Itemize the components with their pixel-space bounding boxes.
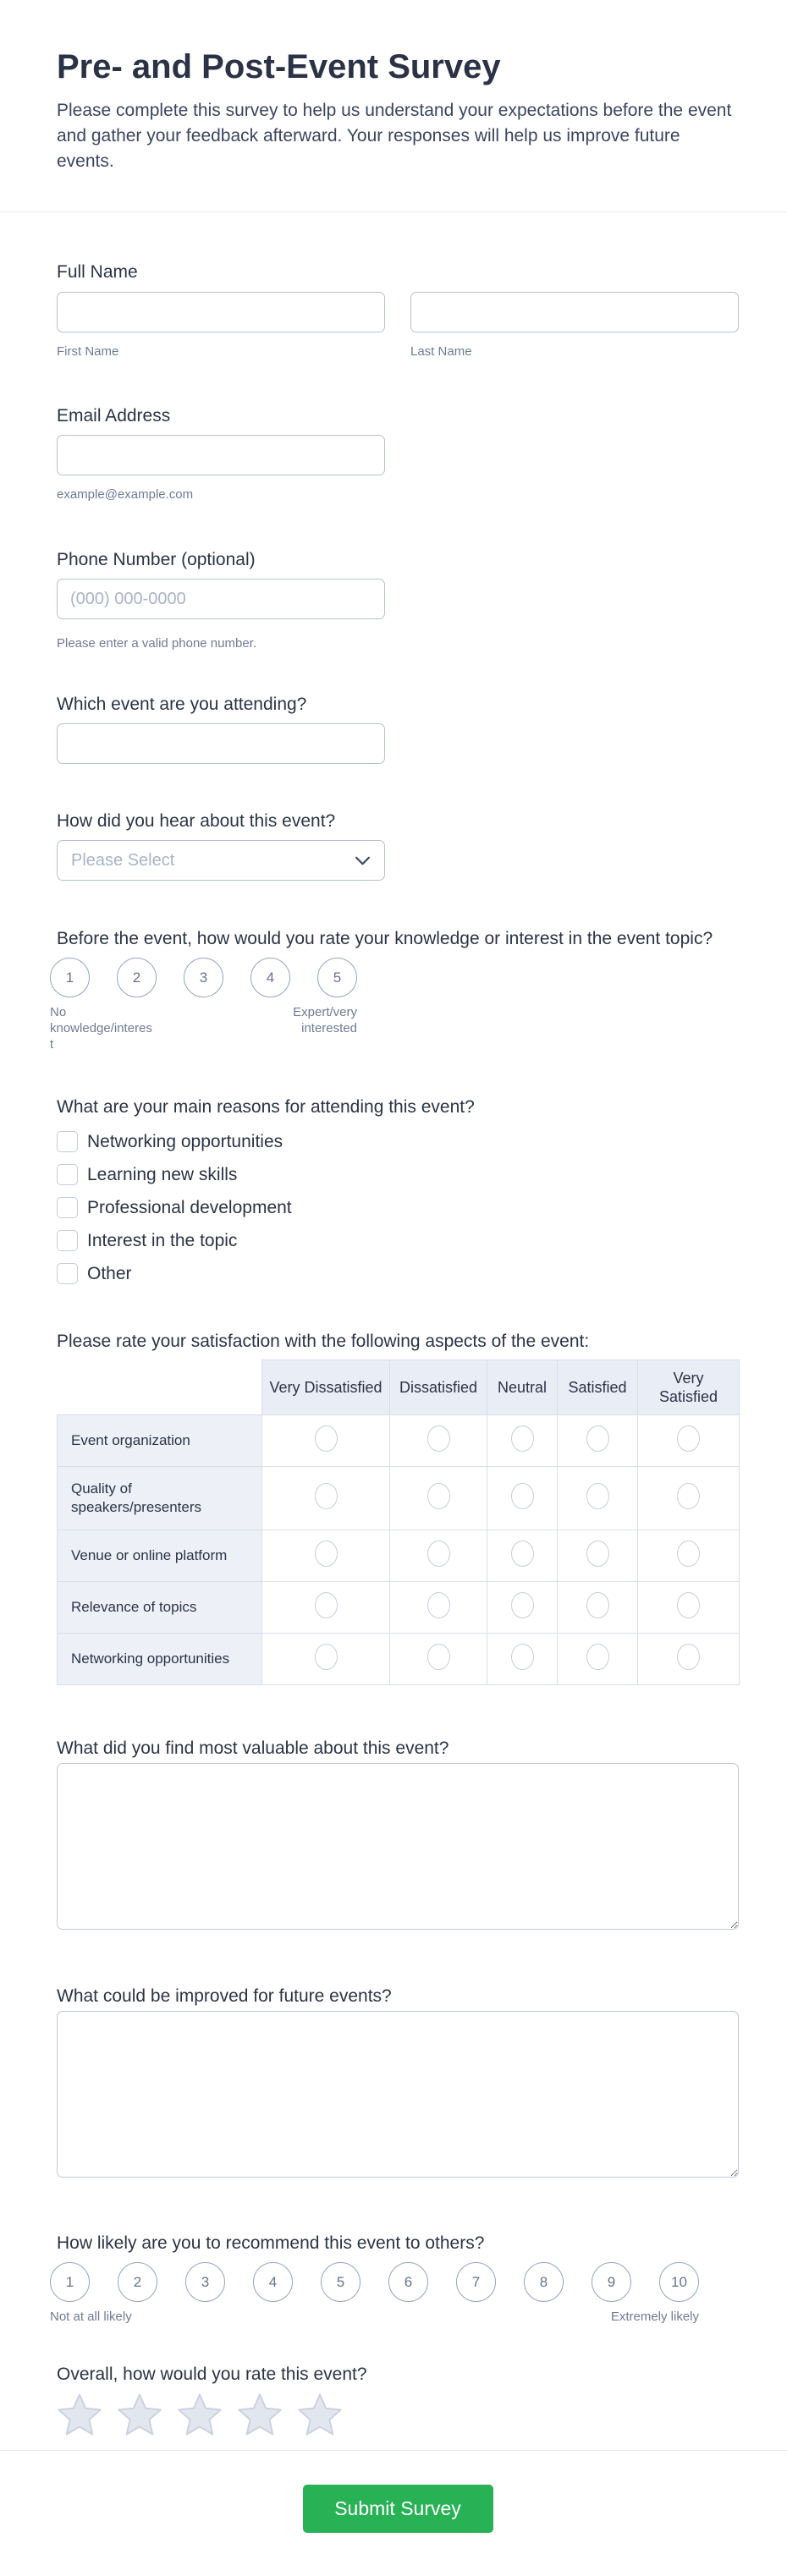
matrix-header-row <box>58 1360 740 1415</box>
matrix-radio[interactable] <box>427 1425 450 1452</box>
recommend-scale-option[interactable]: 5 <box>321 2262 360 2302</box>
recommend-scale-option[interactable]: 7 <box>456 2262 496 2302</box>
matrix-column-header: Dissatisfied <box>390 1360 487 1415</box>
phone-hint: Please enter a valid phone number. <box>57 636 256 651</box>
question-email <box>57 404 739 503</box>
star-rating-button[interactable] <box>297 2393 343 2436</box>
satisfaction-matrix-label: Please rate your satisfaction with the following aspects of the event: <box>57 1332 590 1351</box>
star-icon <box>57 2425 102 2438</box>
star-icon <box>117 2425 162 2438</box>
matrix-row <box>58 1415 740 1467</box>
first-name-input[interactable] <box>57 292 385 332</box>
reasons-label: What are your main reasons for attending this event? <box>57 1097 475 1117</box>
matrix-row <box>58 1582 740 1634</box>
overall-rating-label: Overall, how would you rate this event? <box>57 2365 367 2384</box>
knowledge-scale-option[interactable]: 2 <box>117 958 157 997</box>
star-icon <box>297 2425 343 2438</box>
matrix-radio[interactable] <box>315 1592 338 1618</box>
overall-rating-stars <box>57 2393 739 2436</box>
question-reasons <box>57 1096 739 1284</box>
matrix-radio[interactable] <box>315 1483 338 1509</box>
matrix-radio[interactable] <box>586 1541 609 1567</box>
recommend-scale-option[interactable]: 1 <box>50 2262 90 2302</box>
event-attending-input[interactable] <box>57 723 385 764</box>
matrix-row-label: Venue or online platform <box>58 1530 262 1582</box>
matrix-radio[interactable] <box>427 1541 450 1567</box>
matrix-column-header: Satisfied <box>558 1360 638 1415</box>
select-placeholder: Please Select <box>71 850 175 870</box>
recommend-scale-max-label: Extremely likely <box>610 2310 699 2324</box>
matrix-row <box>58 1634 740 1685</box>
checkbox-label: Other <box>87 1263 132 1283</box>
question-recommend-scale <box>50 2232 739 2325</box>
form-description: Please complete this survey to help us understand your expectations before the event and gather your feedback afterward. Your responses will help us improve future events. <box>57 101 732 171</box>
phone-label: Phone Number (optional) <box>57 550 256 569</box>
star-rating-button[interactable] <box>57 2393 102 2436</box>
matrix-body <box>58 1415 740 1685</box>
matrix-column-header: Neutral <box>487 1360 558 1415</box>
recommend-scale-min-label: Not at all likely <box>50 2310 132 2324</box>
knowledge-scale-options <box>50 958 739 997</box>
checkbox-label: Interest in the topic <box>87 1230 238 1250</box>
recommend-scale-option[interactable]: 4 <box>253 2262 293 2302</box>
satisfaction-matrix-table <box>57 1359 740 1685</box>
matrix-row <box>58 1467 740 1530</box>
phone-input[interactable] <box>57 579 385 619</box>
star-rating-button[interactable] <box>117 2393 162 2436</box>
checkbox[interactable] <box>57 1263 78 1284</box>
matrix-row <box>58 1530 740 1582</box>
matrix-radio[interactable] <box>315 1425 338 1452</box>
checkbox-option[interactable] <box>57 1131 739 1152</box>
checkbox-option[interactable] <box>57 1263 739 1284</box>
star-rating-button[interactable] <box>237 2393 283 2436</box>
matrix-radio[interactable] <box>511 1483 534 1509</box>
checkbox[interactable] <box>57 1197 78 1218</box>
checkbox-option[interactable] <box>57 1164 739 1185</box>
email-hint: example@example.com <box>57 487 194 502</box>
improvements-label: What could be improved for future events? <box>57 1986 392 2006</box>
recommend-scale-option[interactable]: 3 <box>185 2262 225 2302</box>
star-icon <box>177 2425 223 2438</box>
question-most-valuable <box>57 1737 739 1934</box>
knowledge-scale-option[interactable]: 1 <box>50 958 90 997</box>
matrix-row-label: Networking opportunities <box>58 1634 262 1685</box>
matrix-radio[interactable] <box>677 1592 700 1618</box>
recommend-scale-option[interactable]: 8 <box>524 2262 564 2302</box>
form-footer <box>0 2450 787 2576</box>
question-full-name <box>57 261 739 360</box>
question-knowledge-scale <box>50 927 739 1052</box>
page-title: Pre- and Post-Event Survey <box>57 48 501 85</box>
form-body <box>0 261 787 2436</box>
hear-about-label: How did you hear about this event? <box>57 811 336 831</box>
checkbox-option[interactable] <box>57 1230 739 1251</box>
recommend-scale-option[interactable]: 6 <box>388 2262 428 2302</box>
matrix-radio[interactable] <box>586 1483 609 1509</box>
full-name-label: Full Name <box>57 262 138 282</box>
last-name-input[interactable] <box>410 292 739 332</box>
hear-about-select[interactable] <box>57 840 385 881</box>
matrix-radio[interactable] <box>427 1592 450 1618</box>
reasons-options <box>57 1131 739 1284</box>
matrix-radio[interactable] <box>315 1541 338 1567</box>
matrix-radio[interactable] <box>427 1483 450 1509</box>
most-valuable-textarea[interactable] <box>57 1763 739 1930</box>
first-name-sublabel: First Name <box>57 344 119 359</box>
matrix-radio[interactable] <box>511 1541 534 1567</box>
checkbox-label: Learning new skills <box>87 1164 238 1184</box>
question-hear-about <box>57 810 739 881</box>
knowledge-scale-option[interactable]: 3 <box>184 958 223 997</box>
knowledge-scale-option[interactable]: 4 <box>250 958 290 997</box>
checkbox-option[interactable] <box>57 1197 739 1218</box>
recommend-scale-options <box>50 2262 739 2302</box>
matrix-radio[interactable] <box>586 1425 609 1452</box>
matrix-radio[interactable] <box>511 1425 534 1452</box>
recommend-scale-option[interactable]: 9 <box>592 2262 631 2302</box>
improvements-textarea[interactable] <box>57 2011 739 2178</box>
matrix-row-label: Relevance of topics <box>58 1582 262 1634</box>
knowledge-scale-option[interactable]: 5 <box>317 958 357 997</box>
question-phone <box>57 548 739 651</box>
star-icon <box>237 2425 283 2438</box>
matrix-radio[interactable] <box>511 1644 534 1670</box>
matrix-row-label: Quality of speakers/presenters <box>58 1467 262 1530</box>
checkbox[interactable] <box>57 1131 78 1152</box>
knowledge-scale-min-label: No knowledge/interest <box>50 1005 152 1052</box>
matrix-column-header: Very Dissatisfied <box>262 1360 390 1415</box>
question-improvements <box>57 1985 739 2182</box>
matrix-radio[interactable] <box>677 1425 700 1452</box>
email-input[interactable] <box>57 435 385 475</box>
submit-button[interactable]: Submit Survey <box>303 2485 493 2533</box>
last-name-sublabel: Last Name <box>410 344 472 359</box>
knowledge-scale-max-label: Expert/very interested <box>293 1005 357 1035</box>
question-satisfaction-matrix <box>57 1330 739 1685</box>
chevron-down-icon <box>355 856 371 865</box>
matrix-radio[interactable] <box>586 1644 609 1670</box>
recommend-scale-option[interactable]: 2 <box>118 2262 157 2302</box>
recommend-scale-label: How likely are you to recommend this event to others? <box>57 2233 485 2253</box>
knowledge-scale-label: Before the event, how would you rate your knowledge or interest in the event topic? <box>57 929 713 948</box>
matrix-radio[interactable] <box>677 1483 700 1509</box>
matrix-radio[interactable] <box>677 1541 700 1567</box>
matrix-radio[interactable] <box>427 1644 450 1670</box>
checkbox-label: Professional development <box>87 1197 292 1217</box>
matrix-radio[interactable] <box>315 1644 338 1670</box>
question-event-attending <box>57 693 739 764</box>
matrix-radio[interactable] <box>677 1644 700 1670</box>
checkbox[interactable] <box>57 1230 78 1251</box>
recommend-scale-option[interactable]: 10 <box>659 2262 699 2302</box>
event-attending-label: Which event are you attending? <box>57 695 307 714</box>
most-valuable-label: What did you find most valuable about this event? <box>57 1738 449 1758</box>
email-label: Email Address <box>57 406 171 426</box>
form-header <box>0 0 787 212</box>
matrix-row-label: Event organization <box>58 1415 262 1467</box>
checkbox-label: Networking opportunities <box>87 1131 283 1151</box>
matrix-radio[interactable] <box>511 1592 534 1618</box>
checkbox[interactable] <box>57 1164 78 1185</box>
star-rating-button[interactable] <box>177 2393 223 2436</box>
matrix-radio[interactable] <box>586 1592 609 1618</box>
question-overall-rating <box>57 2363 739 2436</box>
matrix-column-header: Very Satisfied <box>638 1360 740 1415</box>
matrix-corner-cell <box>58 1360 262 1415</box>
